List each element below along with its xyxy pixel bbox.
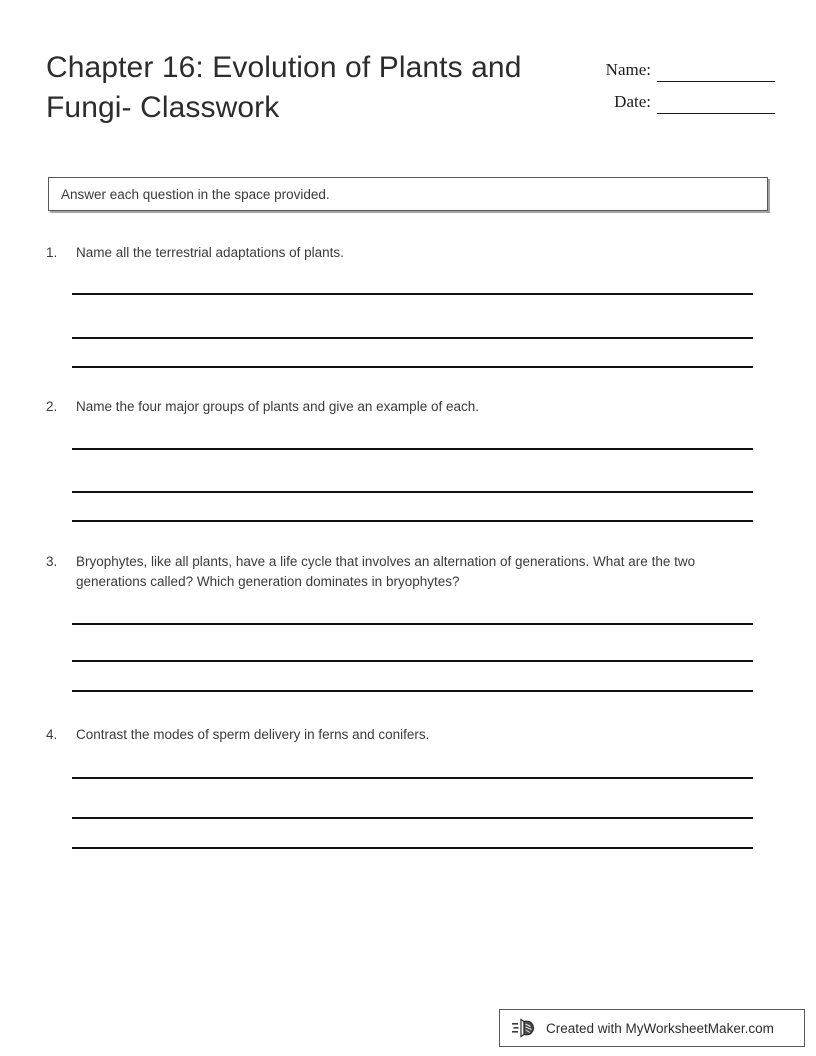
question-row [46, 552, 768, 591]
answer-line[interactable] [72, 690, 753, 692]
question-block [46, 243, 768, 263]
answer-line-slot[interactable] [72, 293, 753, 295]
answer-line-slot[interactable] [72, 366, 753, 368]
answer-line[interactable] [72, 448, 753, 450]
question-block [46, 397, 768, 417]
name-label: Name: [605, 60, 651, 79]
answer-line-slot[interactable] [72, 337, 753, 339]
answer-line-slot[interactable] [72, 520, 753, 522]
question-block [46, 725, 768, 745]
instruction-box [48, 177, 768, 211]
answer-line[interactable] [72, 623, 753, 625]
answer-line[interactable] [72, 337, 753, 339]
worksheet-header [0, 0, 816, 150]
answer-line[interactable] [72, 817, 753, 819]
answer-line[interactable] [72, 366, 753, 368]
flag-pennant-icon [512, 1016, 538, 1040]
question-number: 4. [46, 727, 58, 742]
answer-line[interactable] [72, 491, 753, 493]
answer-line-slot[interactable] [72, 623, 753, 625]
answer-line-slot[interactable] [72, 690, 753, 692]
question-row [46, 725, 768, 745]
created-with-label: Created with MyWorksheetMaker.com [546, 1020, 774, 1036]
answer-line-slot[interactable] [72, 448, 753, 450]
instruction-text: Answer each question in the space provided. [61, 186, 330, 202]
created-with-badge[interactable] [499, 1009, 805, 1047]
question-row [46, 243, 768, 263]
date-input[interactable] [657, 93, 775, 114]
question-number: 3. [46, 554, 58, 569]
question-text: Bryophytes, like all plants, have a life cycle that involves an alternation of generations. What are the two generations called? Which generation dominates in bryophytes? [76, 554, 696, 589]
answer-line-slot[interactable] [72, 777, 753, 779]
question-text: Name the four major groups of plants and give an example of each. [76, 399, 479, 414]
name-field-row [560, 50, 775, 82]
answer-line[interactable] [72, 777, 753, 779]
answer-line-slot[interactable] [72, 491, 753, 493]
question-block [46, 552, 768, 591]
date-field-row [560, 82, 775, 114]
question-text: Name all the terrestrial adaptations of plants. [76, 245, 344, 260]
date-label: Date: [614, 92, 651, 111]
question-row [46, 397, 768, 417]
answer-line[interactable] [72, 293, 753, 295]
answer-line-slot[interactable] [72, 817, 753, 819]
answer-line[interactable] [72, 847, 753, 849]
question-number: 1. [46, 245, 58, 260]
question-number: 2. [46, 399, 58, 414]
answer-line-slot[interactable] [72, 660, 753, 662]
answer-line[interactable] [72, 520, 753, 522]
question-text: Contrast the modes of sperm delivery in ferns and conifers. [76, 727, 430, 742]
answer-line-slot[interactable] [72, 847, 753, 849]
name-input[interactable] [657, 61, 775, 82]
page-title: Chapter 16: Evolution of Plants and Fungi- Classwork [46, 51, 522, 124]
name-date-fields [560, 50, 775, 114]
answer-line[interactable] [72, 660, 753, 662]
